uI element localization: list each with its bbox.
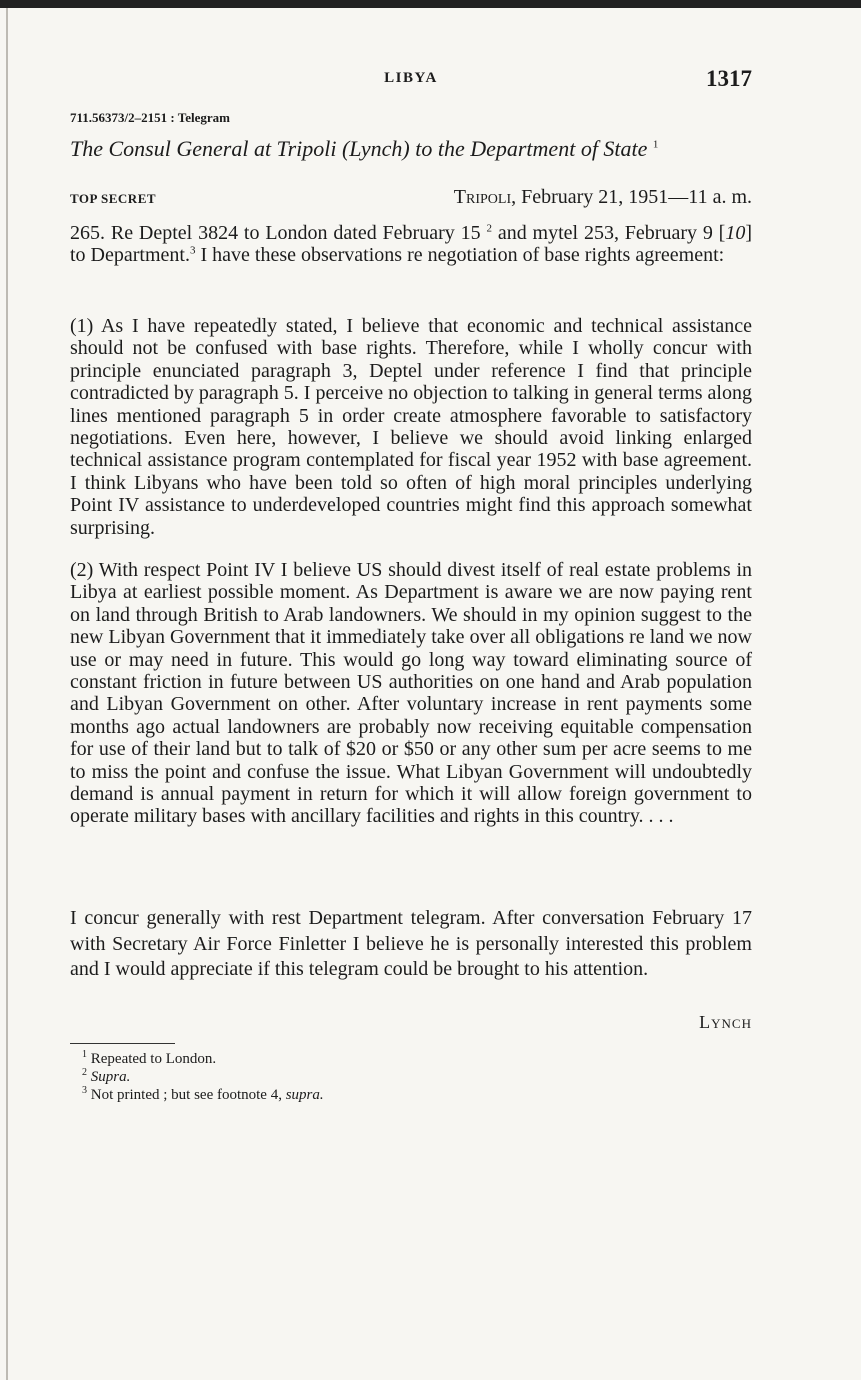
footnote-2-mark: 2 xyxy=(82,1067,87,1078)
classification-label: TOP SECRET xyxy=(70,191,157,206)
dateline-place: Tripoli, xyxy=(453,186,517,208)
page-left-edge xyxy=(6,8,8,1380)
point-1-paragraph: (1) As I have repeatedly stated, I believe that economic and technical assistance should not be confused with base rights. Therefore, while I wholly concur with principle enunciated paragraph 3, Deptel under reference I find that principle contradicted by paragraph 5. I perceive no objection to talking in general terms along lines mentioned paragraph 5 in order create atmosphere favorable to satisfactory negotiations. Even here, however, I believe we should avoid linking enlarged technical assistance program contemplated for fiscal year 1952 with base agreement. I think Libyans who have been told so often of high moral principles underlying Point IV assistance to underdeveloped countries might find this approach somewhat surprising. xyxy=(70,315,752,539)
footnote-3-mark: 3 xyxy=(82,1085,87,1096)
document-title xyxy=(70,136,752,162)
footnotes xyxy=(82,1050,324,1104)
point-2-paragraph: (2) With respect Point IV I believe US should divest itself of real estate problems in Libya at earliest possible moment. As Department is aware we are now paying rent on land through British to Arab landowners. We should in my opinion suggest to the new Libyan Government that it immediately take over all obligations re land we now use or may need in future. This would go long way toward eliminating source of constant friction in future between US authorities on one hand and Arab population and Libyan Government on other. After voluntary increase in rent payments some months ago actual landowners are probably now receiving equitable compensation for use of their land but to talk of $20 or $50 or any other sum per acre seems to me to miss the point and confuse the issue. What Libyan Government will undoubtedly demand is annual payment in return for which it will allow foreign government to operate military bases with ancillary facilities and rights in this country. . . . xyxy=(70,559,752,828)
footnote-2-text: Supra. xyxy=(90,1069,131,1085)
closing-paragraph: I concur generally with rest Department telegram. After conversation February 17 with Secretary Air Force Finletter I believe he is personally interested this problem and I would appreciate if this telegram could be brought to his attention. xyxy=(70,907,752,980)
footnote-2 xyxy=(82,1068,324,1086)
title-footnote-mark[interactable]: 1 xyxy=(652,138,659,151)
intro-text-2: and mytel 253, February 9 [ xyxy=(491,222,726,244)
dateline-date: February 21, 1951—11 a. m. xyxy=(521,186,752,208)
footnote-3-italic: supra. xyxy=(285,1087,324,1103)
intro-paragraph xyxy=(70,222,752,267)
footnote-1 xyxy=(82,1050,324,1068)
footnote-3 xyxy=(82,1086,324,1104)
intro-text-4: I have these observations re negotiation of base rights agreement: xyxy=(195,244,725,267)
top-edge-bar xyxy=(0,0,861,8)
dateline xyxy=(454,186,752,209)
footnote-rule xyxy=(70,1043,175,1044)
intro-text-1: 265. Re Deptel 3824 to London dated February 15 xyxy=(70,222,481,244)
footnote-3-text: Not printed ; but see footnote 4, xyxy=(90,1087,286,1103)
intro-text-3: ] to Department. xyxy=(70,222,753,267)
intro-bracket-date: 10 xyxy=(725,222,746,244)
signature: Lynch xyxy=(699,1012,752,1032)
page-number: 1317 xyxy=(706,66,752,91)
footnote-1-mark: 1 xyxy=(82,1049,87,1060)
footnote-1-text: Repeated to London. xyxy=(90,1051,217,1067)
running-head-title: LIBYA xyxy=(384,70,438,86)
footnote-mark-2[interactable]: 2 xyxy=(486,222,492,235)
file-reference: 711.56373/2–2151 : Telegram xyxy=(70,110,230,125)
running-head xyxy=(70,66,752,96)
document-title-text: The Consul General at Tripoli (Lynch) to the Department of State xyxy=(70,136,648,161)
footnote-mark-3[interactable]: 3 xyxy=(189,244,196,257)
